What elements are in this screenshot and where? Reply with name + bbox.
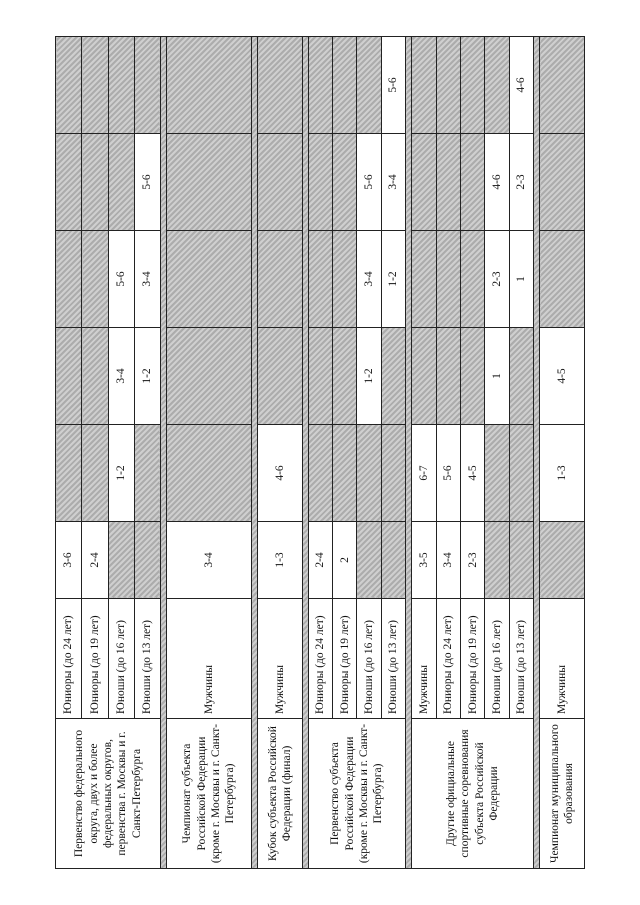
competition-name-cell: Чемпионат субъекта Российской Федерации (кроме г. Москвы и г. Санкт-Петербурга) [167, 718, 252, 868]
place-range-cell [509, 521, 533, 598]
place-range-cell [540, 521, 585, 598]
competition-name-cell: Первенство федерального округа, двух и более федеральных округов, первенства г. Москвы и г. Санкт-Петербурга [56, 718, 161, 868]
place-range-cell [167, 327, 252, 424]
place-range-cell [167, 230, 252, 327]
place-range-cell [540, 230, 585, 327]
place-range-cell: 2-4 [82, 521, 108, 598]
place-range-cell [308, 133, 332, 230]
place-range-cell [82, 327, 108, 424]
age-group-cell: Юноши (до 13 лет) [509, 598, 533, 718]
place-range-cell: 4-5 [540, 327, 585, 424]
place-range-cell [461, 230, 485, 327]
place-range-cell: 1-2 [381, 230, 405, 327]
place-range-cell [167, 424, 252, 521]
place-range-cell [82, 424, 108, 521]
place-range-cell: 2-3 [485, 230, 509, 327]
place-range-cell [357, 36, 381, 133]
place-range-cell [56, 36, 82, 133]
place-range-cell: 5-6 [357, 133, 381, 230]
place-range-cell [485, 521, 509, 598]
place-range-cell [333, 230, 357, 327]
age-group-cell: Юноши (до 16 лет) [108, 598, 134, 718]
place-range-cell: 4-5 [461, 424, 485, 521]
place-range-cell: 3-4 [134, 230, 160, 327]
place-range-cell: 1-2 [357, 327, 381, 424]
place-range-cell: 6-7 [412, 424, 436, 521]
place-range-cell [333, 424, 357, 521]
place-range-cell [134, 36, 160, 133]
place-range-cell: 2-3 [509, 133, 533, 230]
place-range-cell [485, 424, 509, 521]
place-range-cell [461, 327, 485, 424]
rank-table-container [55, 37, 585, 869]
place-range-cell [56, 230, 82, 327]
place-range-cell [56, 424, 82, 521]
place-range-cell: 3-4 [381, 133, 405, 230]
place-range-cell: 1-2 [108, 424, 134, 521]
table-row [56, 36, 82, 868]
place-range-cell [167, 133, 252, 230]
place-range-cell [436, 36, 460, 133]
age-group-cell: Юноши (до 13 лет) [134, 598, 160, 718]
age-group-cell: Юниоры (до 19 лет) [82, 598, 108, 718]
place-range-cell: 3-6 [56, 521, 82, 598]
place-range-cell [436, 327, 460, 424]
place-range-cell [485, 36, 509, 133]
place-range-cell [108, 521, 134, 598]
place-range-cell: 5-6 [381, 36, 405, 133]
place-range-cell [134, 521, 160, 598]
age-group-cell: Мужчины [258, 598, 303, 718]
place-range-cell: 5-6 [436, 424, 460, 521]
place-range-cell [381, 521, 405, 598]
place-range-cell [308, 327, 332, 424]
place-range-cell: 3-4 [108, 327, 134, 424]
table-row [308, 36, 332, 868]
place-range-cell [509, 327, 533, 424]
place-range-cell [308, 36, 332, 133]
place-range-cell [258, 230, 303, 327]
place-range-cell: 2-4 [308, 521, 332, 598]
table-row [412, 36, 436, 868]
age-group-cell: Юноши (до 16 лет) [485, 598, 509, 718]
place-range-cell: 1 [509, 230, 533, 327]
age-group-cell: Мужчины [167, 598, 252, 718]
place-range-cell [333, 133, 357, 230]
table-row [258, 36, 303, 868]
competition-name-cell: Первенство субъекта Российской Федерации (кроме г. Москвы и г. Санкт-Петербурга) [308, 718, 406, 868]
place-range-cell [56, 327, 82, 424]
place-range-cell [56, 133, 82, 230]
place-range-cell [258, 36, 303, 133]
place-range-cell [412, 230, 436, 327]
place-range-cell [357, 424, 381, 521]
place-range-cell [540, 36, 585, 133]
place-range-cell [333, 327, 357, 424]
place-range-cell [436, 230, 460, 327]
place-range-cell [82, 36, 108, 133]
place-range-cell: 5-6 [108, 230, 134, 327]
age-group-cell: Мужчины [540, 598, 585, 718]
table-row [167, 36, 252, 868]
place-range-cell: 3-4 [357, 230, 381, 327]
place-range-cell: 3-5 [412, 521, 436, 598]
age-group-cell: Юниоры (до 19 лет) [333, 598, 357, 718]
place-range-cell [436, 133, 460, 230]
place-range-cell [82, 133, 108, 230]
place-range-cell [540, 133, 585, 230]
place-range-cell: 2-3 [461, 521, 485, 598]
place-range-cell [82, 230, 108, 327]
competition-name-cell: Другие официальные спортивные соревнования субъекта Российской Федерации [412, 718, 534, 868]
age-group-cell: Мужчины [412, 598, 436, 718]
place-range-cell [381, 424, 405, 521]
place-range-cell: 1-2 [134, 327, 160, 424]
place-range-cell [108, 36, 134, 133]
place-range-cell [461, 36, 485, 133]
place-range-cell [258, 327, 303, 424]
place-range-cell: 3-4 [167, 521, 252, 598]
place-range-cell [412, 36, 436, 133]
place-range-cell: 5-6 [134, 133, 160, 230]
place-range-cell: 1-3 [540, 424, 585, 521]
place-range-cell: 4-6 [509, 36, 533, 133]
place-range-cell [509, 424, 533, 521]
place-range-cell [412, 327, 436, 424]
age-group-cell: Юниоры (до 24 лет) [436, 598, 460, 718]
place-range-cell [412, 133, 436, 230]
rank-requirements-table [55, 36, 585, 869]
place-range-cell [308, 424, 332, 521]
competition-name-cell: Чемпионат муниципального образования [540, 718, 585, 868]
place-range-cell: 4-6 [485, 133, 509, 230]
place-range-cell [134, 424, 160, 521]
table-row [540, 36, 585, 868]
place-range-cell: 2 [333, 521, 357, 598]
place-range-cell [308, 230, 332, 327]
age-group-cell: Юниоры (до 19 лет) [461, 598, 485, 718]
place-range-cell [258, 133, 303, 230]
place-range-cell [108, 133, 134, 230]
place-range-cell: 3-4 [436, 521, 460, 598]
age-group-cell: Юниоры (до 24 лет) [56, 598, 82, 718]
age-group-cell: Юниоры (до 24 лет) [308, 598, 332, 718]
place-range-cell: 1-3 [258, 521, 303, 598]
competition-name-cell: Кубок субъекта Российской Федерации (финал) [258, 718, 303, 868]
place-range-cell: 4-6 [258, 424, 303, 521]
age-group-cell: Юноши (до 16 лет) [357, 598, 381, 718]
place-range-cell [357, 521, 381, 598]
age-group-cell: Юноши (до 13 лет) [381, 598, 405, 718]
place-range-cell: 1 [485, 327, 509, 424]
place-range-cell [381, 327, 405, 424]
place-range-cell [333, 36, 357, 133]
place-range-cell [461, 133, 485, 230]
place-range-cell [167, 36, 252, 133]
